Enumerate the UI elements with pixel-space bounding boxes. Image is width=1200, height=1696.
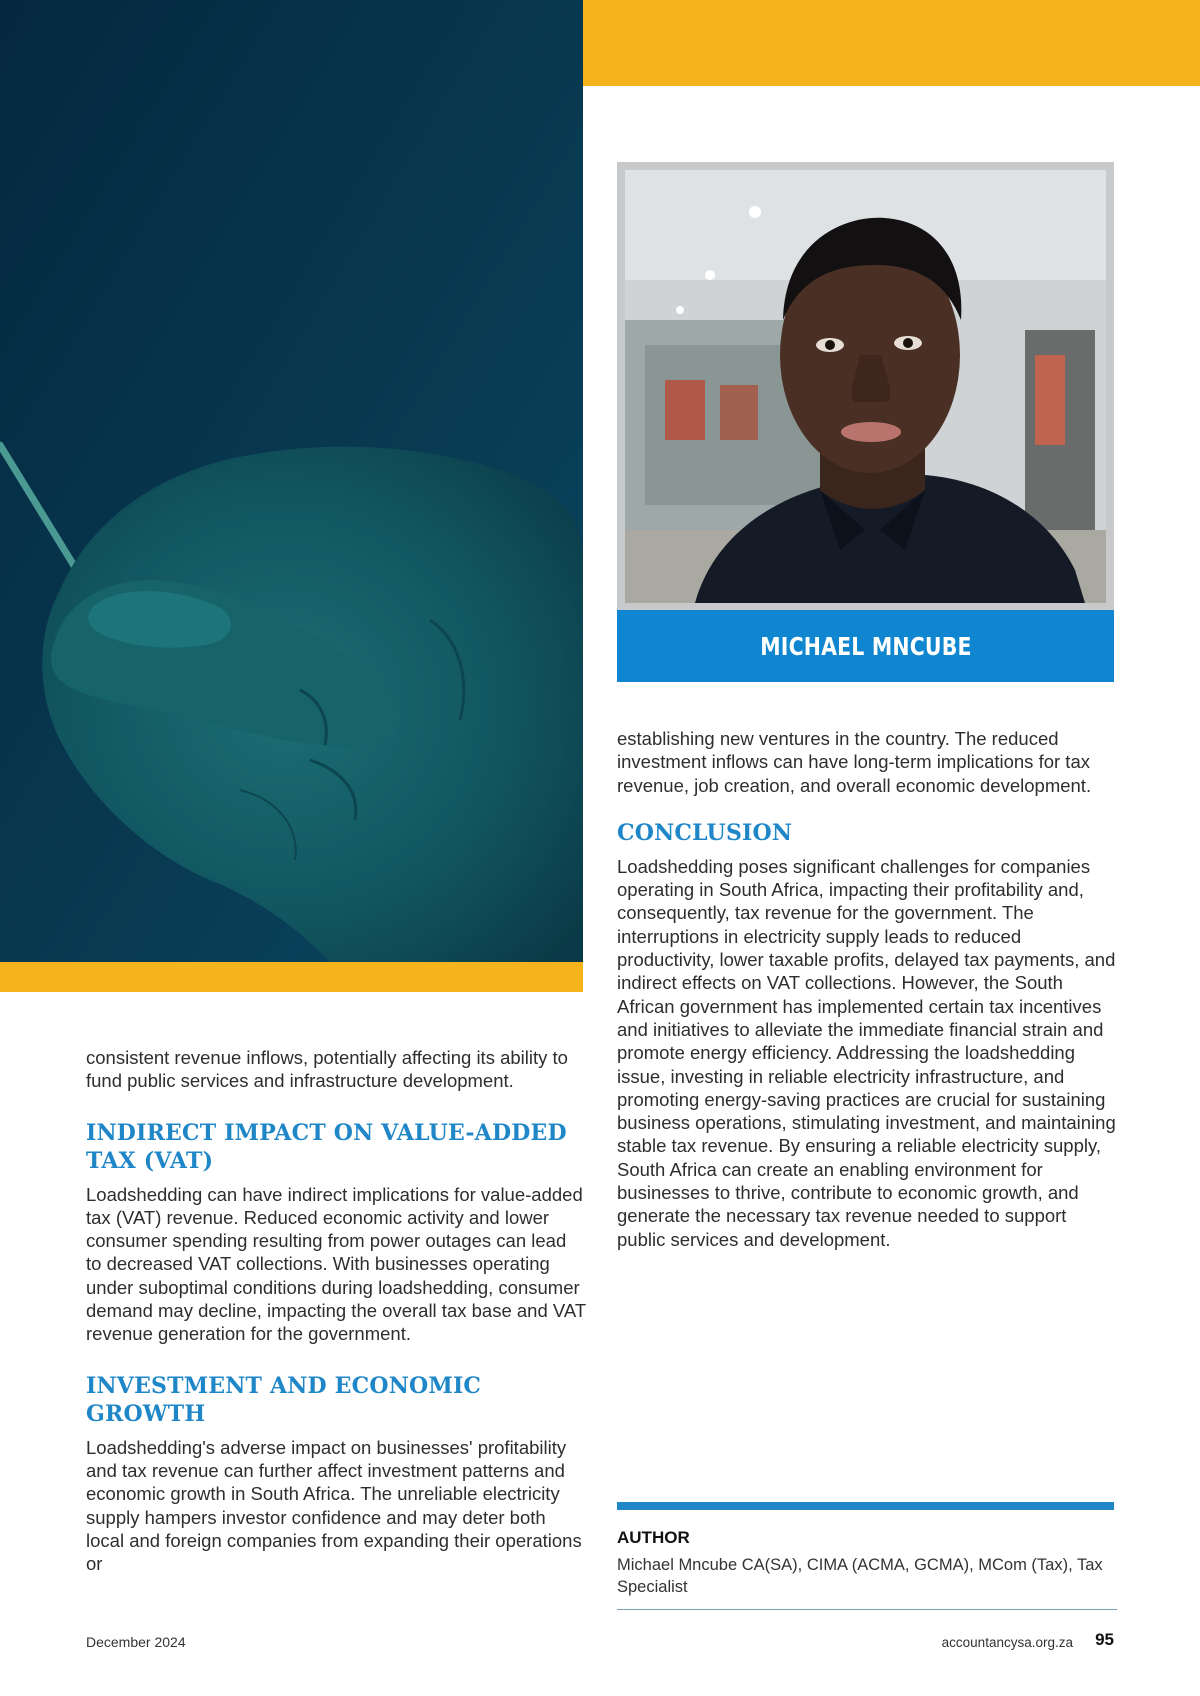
author-name: MICHAEL MNCUBE [759, 631, 972, 661]
footer-date: December 2024 [86, 1634, 186, 1650]
section-body-vat: Loadshedding can have indirect implications for value-added tax (VAT) revenue. Reduced economic activity and lower consumer spending resulting from power outages can lead to decreased VAT collections. With businesses operating under suboptimal conditions during loadshedding, consumer demand may decline, impacting the overall tax base and VAT revenue generation for the government. [86, 1183, 586, 1345]
section-heading-conclusion: CONCLUSION [617, 819, 793, 846]
left-intro-paragraph: consistent revenue inflows, potentially affecting its ability to fund public services and infrastructure development. [86, 1047, 568, 1092]
hero-accent-stripe [0, 962, 583, 992]
author-label: AUTHOR [617, 1528, 690, 1547]
portrait-illustration [625, 170, 1106, 603]
author-photo-frame [617, 162, 1114, 610]
page-number: 95 [1095, 1630, 1114, 1649]
section-heading-vat: INDIRECT IMPACT ON VALUE-ADDED TAX (VAT) [86, 1119, 567, 1174]
hand-matchstick-illustration [0, 0, 583, 962]
right-text-column [617, 727, 1117, 1251]
hero-image [0, 0, 583, 962]
top-accent-band [583, 0, 1200, 86]
author-photo [625, 170, 1106, 603]
section-body-investment: Loadshedding's adverse impact on businesses' profitability and tax revenue can further affect investment patterns and economic growth in South Africa. The unreliable electricity supply hampers investor confidence and may deter both local and foreign companies from expanding their operations or [86, 1436, 582, 1575]
left-text-column [86, 1046, 586, 1575]
section-body-conclusion: Loadshedding poses significant challenges for companies operating in South Africa, impacting their profitability and, consequently, tax revenue for the government. The interruptions in electricity supply leads to reduced productivity, lower taxable profits, delayed tax payments, and indirect effects on VAT collections. However, the South African government has implemented certain tax incentives and initiatives to alleviate the immediate financial strain and promote energy efficiency. Addressing the loadshedding issue, investing in reliable electricity infrastructure, and promoting energy-saving practices are crucial for sustaining business operations, stimulating investment, and maintaining stable tax revenue. By ensuring a reliable electricity supply, South Africa can create an enabling environment for businesses to thrive, contribute to economic growth, and generate the necessary tax revenue needed to support public services and development. [617, 855, 1116, 1250]
section-heading-investment: INVESTMENT AND ECONOMIC GROWTH [86, 1372, 482, 1427]
right-intro-paragraph: establishing new ventures in the country. The reduced investment inflows can have long-term implications for tax revenue, job creation, and overall economic development. [617, 728, 1092, 796]
author-credentials: Michael Mncube CA(SA), CIMA (ACMA, GCMA), MCom (Tax), Tax Specialist [617, 1556, 1103, 1596]
author-bottom-rule [617, 1609, 1117, 1610]
footer-website: accountancysa.org.za [941, 1635, 1073, 1650]
author-name-bar [617, 610, 1114, 682]
author-divider [617, 1502, 1114, 1510]
